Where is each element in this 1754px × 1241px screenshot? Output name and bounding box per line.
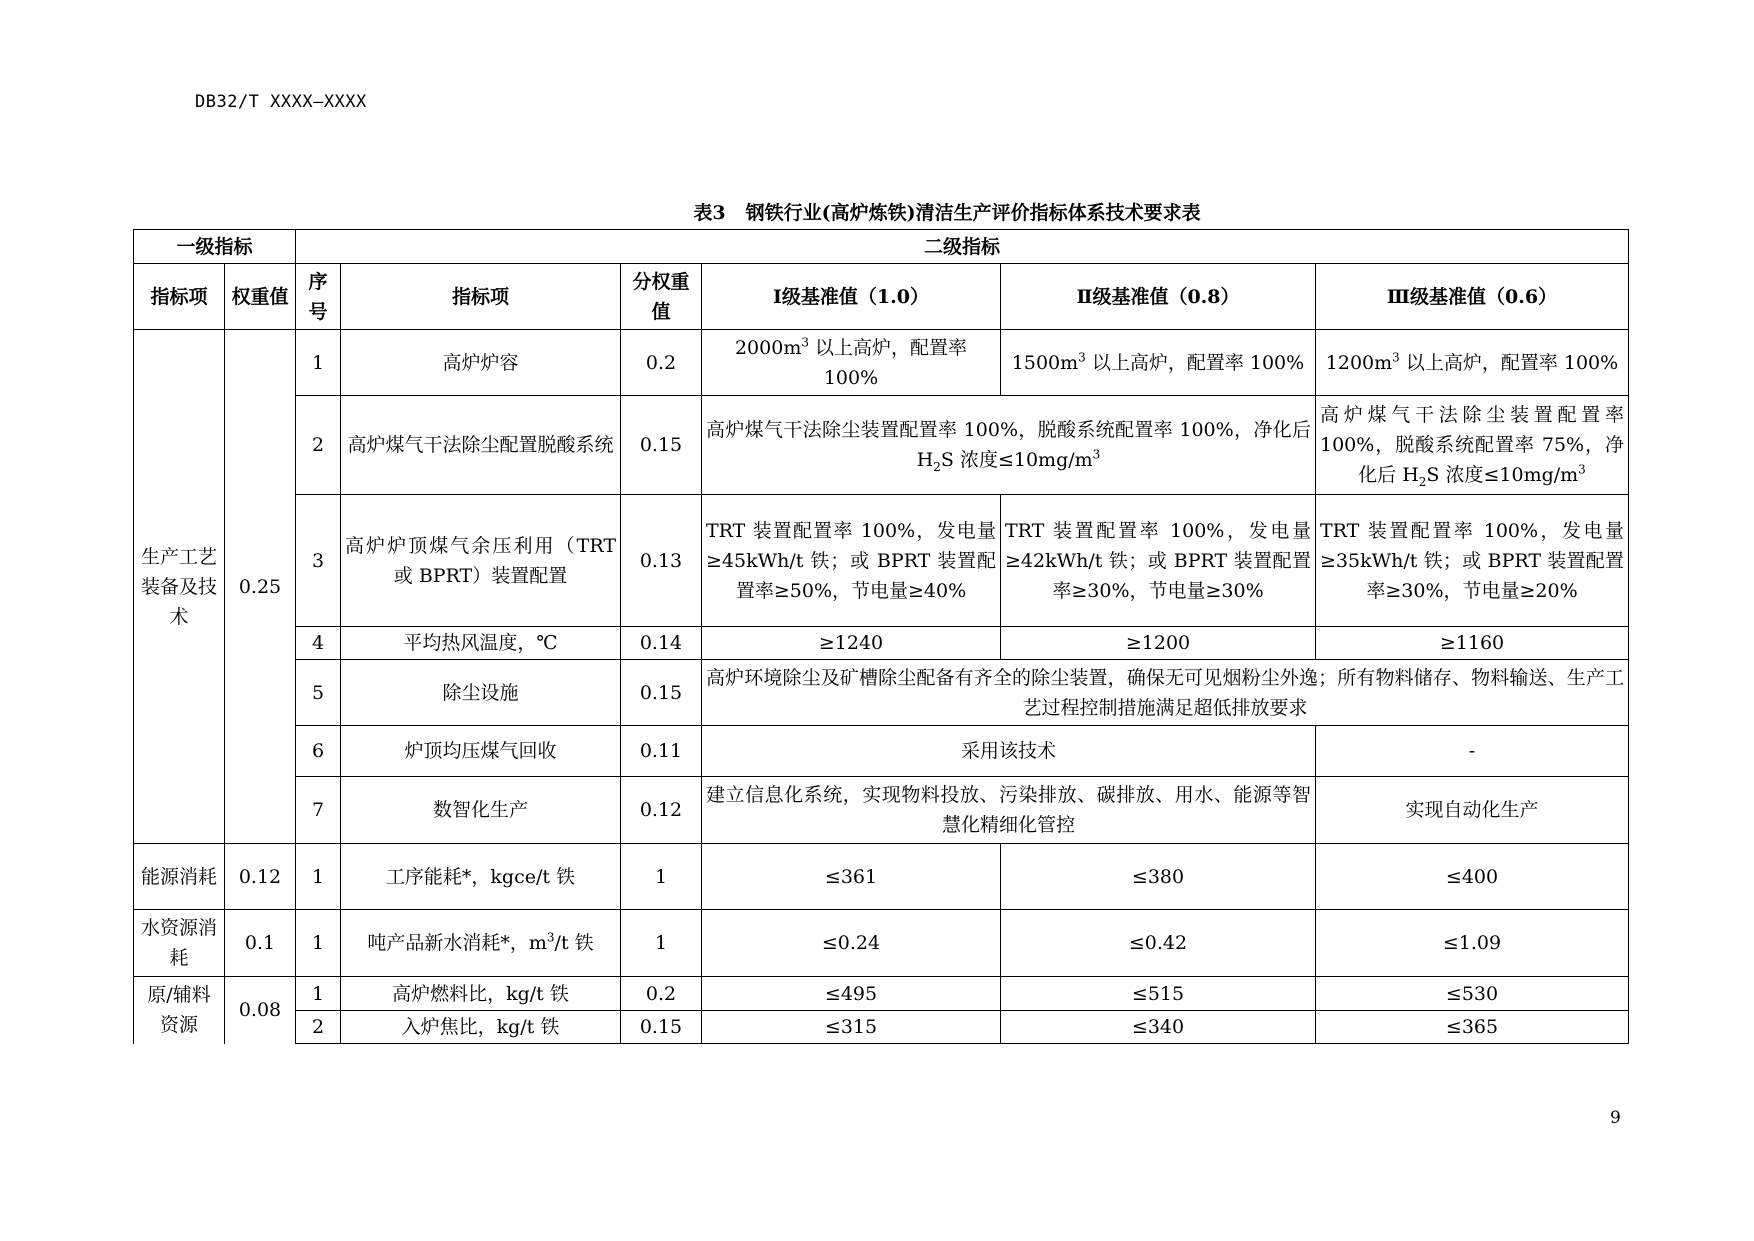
row-seq: 1 [296, 844, 341, 910]
grade2-value: ≤515 [1001, 977, 1316, 1011]
grade1-value: ≤0.24 [702, 910, 1001, 977]
col-seq-header: 序号 [296, 264, 341, 330]
grade1-value: ≥1240 [702, 627, 1001, 660]
grade3-value: $1200m^3$ 以上高炉，配置率 100% [1316, 330, 1629, 396]
document-code: DB32/T XXXX—XXXX [195, 92, 367, 112]
grade2-value: TRT 装置配置率 100%，发电量≥42kWh/t 铁；或 BPRT 装置配置率≥30%，节电量≥30% [1001, 495, 1316, 627]
row-item: 高炉燃料比，kg/t 铁 [341, 977, 621, 1011]
row-subweight: 0.15 [621, 660, 702, 726]
row-seq: 1 [296, 910, 341, 977]
row-seq: 1 [296, 330, 341, 396]
grade12-value: 采用该技术 [702, 726, 1316, 777]
grade3-value: ≥1160 [1316, 627, 1629, 660]
row-seq: 6 [296, 726, 341, 777]
table-title: 钢铁行业(高炉炼铁)清洁生产评价指标体系技术要求表 [745, 202, 1201, 224]
group-weight: 0.1 [225, 910, 296, 977]
grade3-value: ≤400 [1316, 844, 1629, 910]
table-row [134, 910, 1629, 977]
row-seq: 2 [296, 1011, 341, 1044]
row-subweight: 0.13 [621, 495, 702, 627]
grade3-value: 高炉煤气干法除尘装置配置率 100%，脱酸系统配置率 75%，净化后 $H_2S$ 浓度$\le 10mg/m^3$ [1316, 396, 1629, 495]
row-item: 工序能耗*，kgce/t 铁 [341, 844, 621, 910]
grade2-value: ≤0.42 [1001, 910, 1316, 977]
row-subweight: 1 [621, 844, 702, 910]
grade2-value: $1500m^3$ 以上高炉，配置率 100% [1001, 330, 1316, 396]
row-subweight: 0.14 [621, 627, 702, 660]
table-row [134, 396, 1629, 495]
grade1-value: ≤495 [702, 977, 1001, 1011]
grade1-value: $2000m^3$ 以上高炉，配置率 100% [702, 330, 1001, 396]
grade1-value: ≤315 [702, 1011, 1001, 1044]
group-name: 能源消耗 [134, 844, 225, 910]
row-subweight: 0.15 [621, 1011, 702, 1044]
table-row [134, 330, 1629, 396]
grade3-value: 实现自动化生产 [1316, 777, 1629, 844]
grade3-value: ≤1.09 [1316, 910, 1629, 977]
grade3-value: ≤365 [1316, 1011, 1629, 1044]
row-subweight: 1 [621, 910, 702, 977]
table-row [134, 777, 1629, 844]
group-weight: 0.08 [225, 977, 296, 1044]
grade2-value: ≤380 [1001, 844, 1316, 910]
row-seq: 2 [296, 396, 341, 495]
row-item: 高炉煤气干法除尘配置脱酸系统 [341, 396, 621, 495]
grade2-value: ≤340 [1001, 1011, 1316, 1044]
grade3-value: ≤530 [1316, 977, 1629, 1011]
row-item: 除尘设施 [341, 660, 621, 726]
row-seq: 7 [296, 777, 341, 844]
grade3-value: TRT 装置配置率 100%，发电量≥35kWh/t 铁；或 BPRT 装置配置率≥30%，节电量≥20% [1316, 495, 1629, 627]
grade123-value: 高炉环境除尘及矿槽除尘配备有齐全的除尘装置，确保无可见烟粉尘外逸；所有物料储存、物料输送、生产工艺过程控制措施满足超低排放要求 [702, 660, 1629, 726]
table-row [134, 1011, 1629, 1044]
group-weight: 0.12 [225, 844, 296, 910]
grade12-value: 高炉煤气干法除尘装置配置率 100%，脱酸系统配置率 100%，净化后 $H_2S$ 浓度$\le 10mg/m^3$ [702, 396, 1316, 495]
col-grade2-header: Ⅱ级基准值（0.8） [1001, 264, 1316, 330]
table-row [134, 726, 1629, 777]
row-item: 数智化生产 [341, 777, 621, 844]
row-item: 炉顶均压煤气回收 [341, 726, 621, 777]
group-name: 水资源消耗 [134, 910, 225, 977]
grade2-value: ≥1200 [1001, 627, 1316, 660]
row-seq: 4 [296, 627, 341, 660]
grade1-value: TRT 装置配置率 100%，发电量≥45kWh/t 铁；或 BPRT 装置配置率≥50%，节电量≥40% [702, 495, 1001, 627]
col-grade1-header: Ⅰ级基准值（1.0） [702, 264, 1001, 330]
table-row [134, 660, 1629, 726]
header-row-columns [134, 264, 1629, 330]
group-weight: 0.25 [225, 330, 296, 844]
page-number: 9 [1610, 1108, 1621, 1128]
row-subweight: 0.2 [621, 977, 702, 1011]
row-item: 平均热风温度，℃ [341, 627, 621, 660]
row-item: 高炉炉容 [341, 330, 621, 396]
table-row [134, 977, 1629, 1011]
indicator-table [133, 229, 1629, 1044]
col-item-header: 指标项 [341, 264, 621, 330]
grade3-value: - [1316, 726, 1629, 777]
level1-header: 一级指标 [134, 230, 296, 264]
grade12-value: 建立信息化系统，实现物料投放、污染排放、碳排放、用水、能源等智慧化精细化管控 [702, 777, 1316, 844]
col-subweight-header: 分权重值 [621, 264, 702, 330]
row-subweight: 0.2 [621, 330, 702, 396]
col-grade3-header: Ⅲ级基准值（0.6） [1316, 264, 1629, 330]
row-seq: 1 [296, 977, 341, 1011]
row-subweight: 0.11 [621, 726, 702, 777]
row-item: 高炉炉顶煤气余压利用（TRT 或 BPRT）装置配置 [341, 495, 621, 627]
table-row [134, 844, 1629, 910]
header-row-level [134, 230, 1629, 264]
grade1-value: ≤361 [702, 844, 1001, 910]
row-item: 入炉焦比，kg/t 铁 [341, 1011, 621, 1044]
row-subweight: 0.12 [621, 777, 702, 844]
row-seq: 3 [296, 495, 341, 627]
table-number: 表3 [693, 202, 726, 224]
table-row [134, 627, 1629, 660]
table-caption [0, 198, 1754, 225]
table-row [134, 495, 1629, 627]
col-indicator-header: 指标项 [134, 264, 225, 330]
group-name: 原/辅料资源 [134, 977, 225, 1044]
level2-header: 二级指标 [296, 230, 1629, 264]
group-name: 生产工艺装备及技术 [134, 330, 225, 844]
col-weight-header: 权重值 [225, 264, 296, 330]
row-item: 吨产品新水消耗*，$m^3/t$ 铁 [341, 910, 621, 977]
row-subweight: 0.15 [621, 396, 702, 495]
row-seq: 5 [296, 660, 341, 726]
